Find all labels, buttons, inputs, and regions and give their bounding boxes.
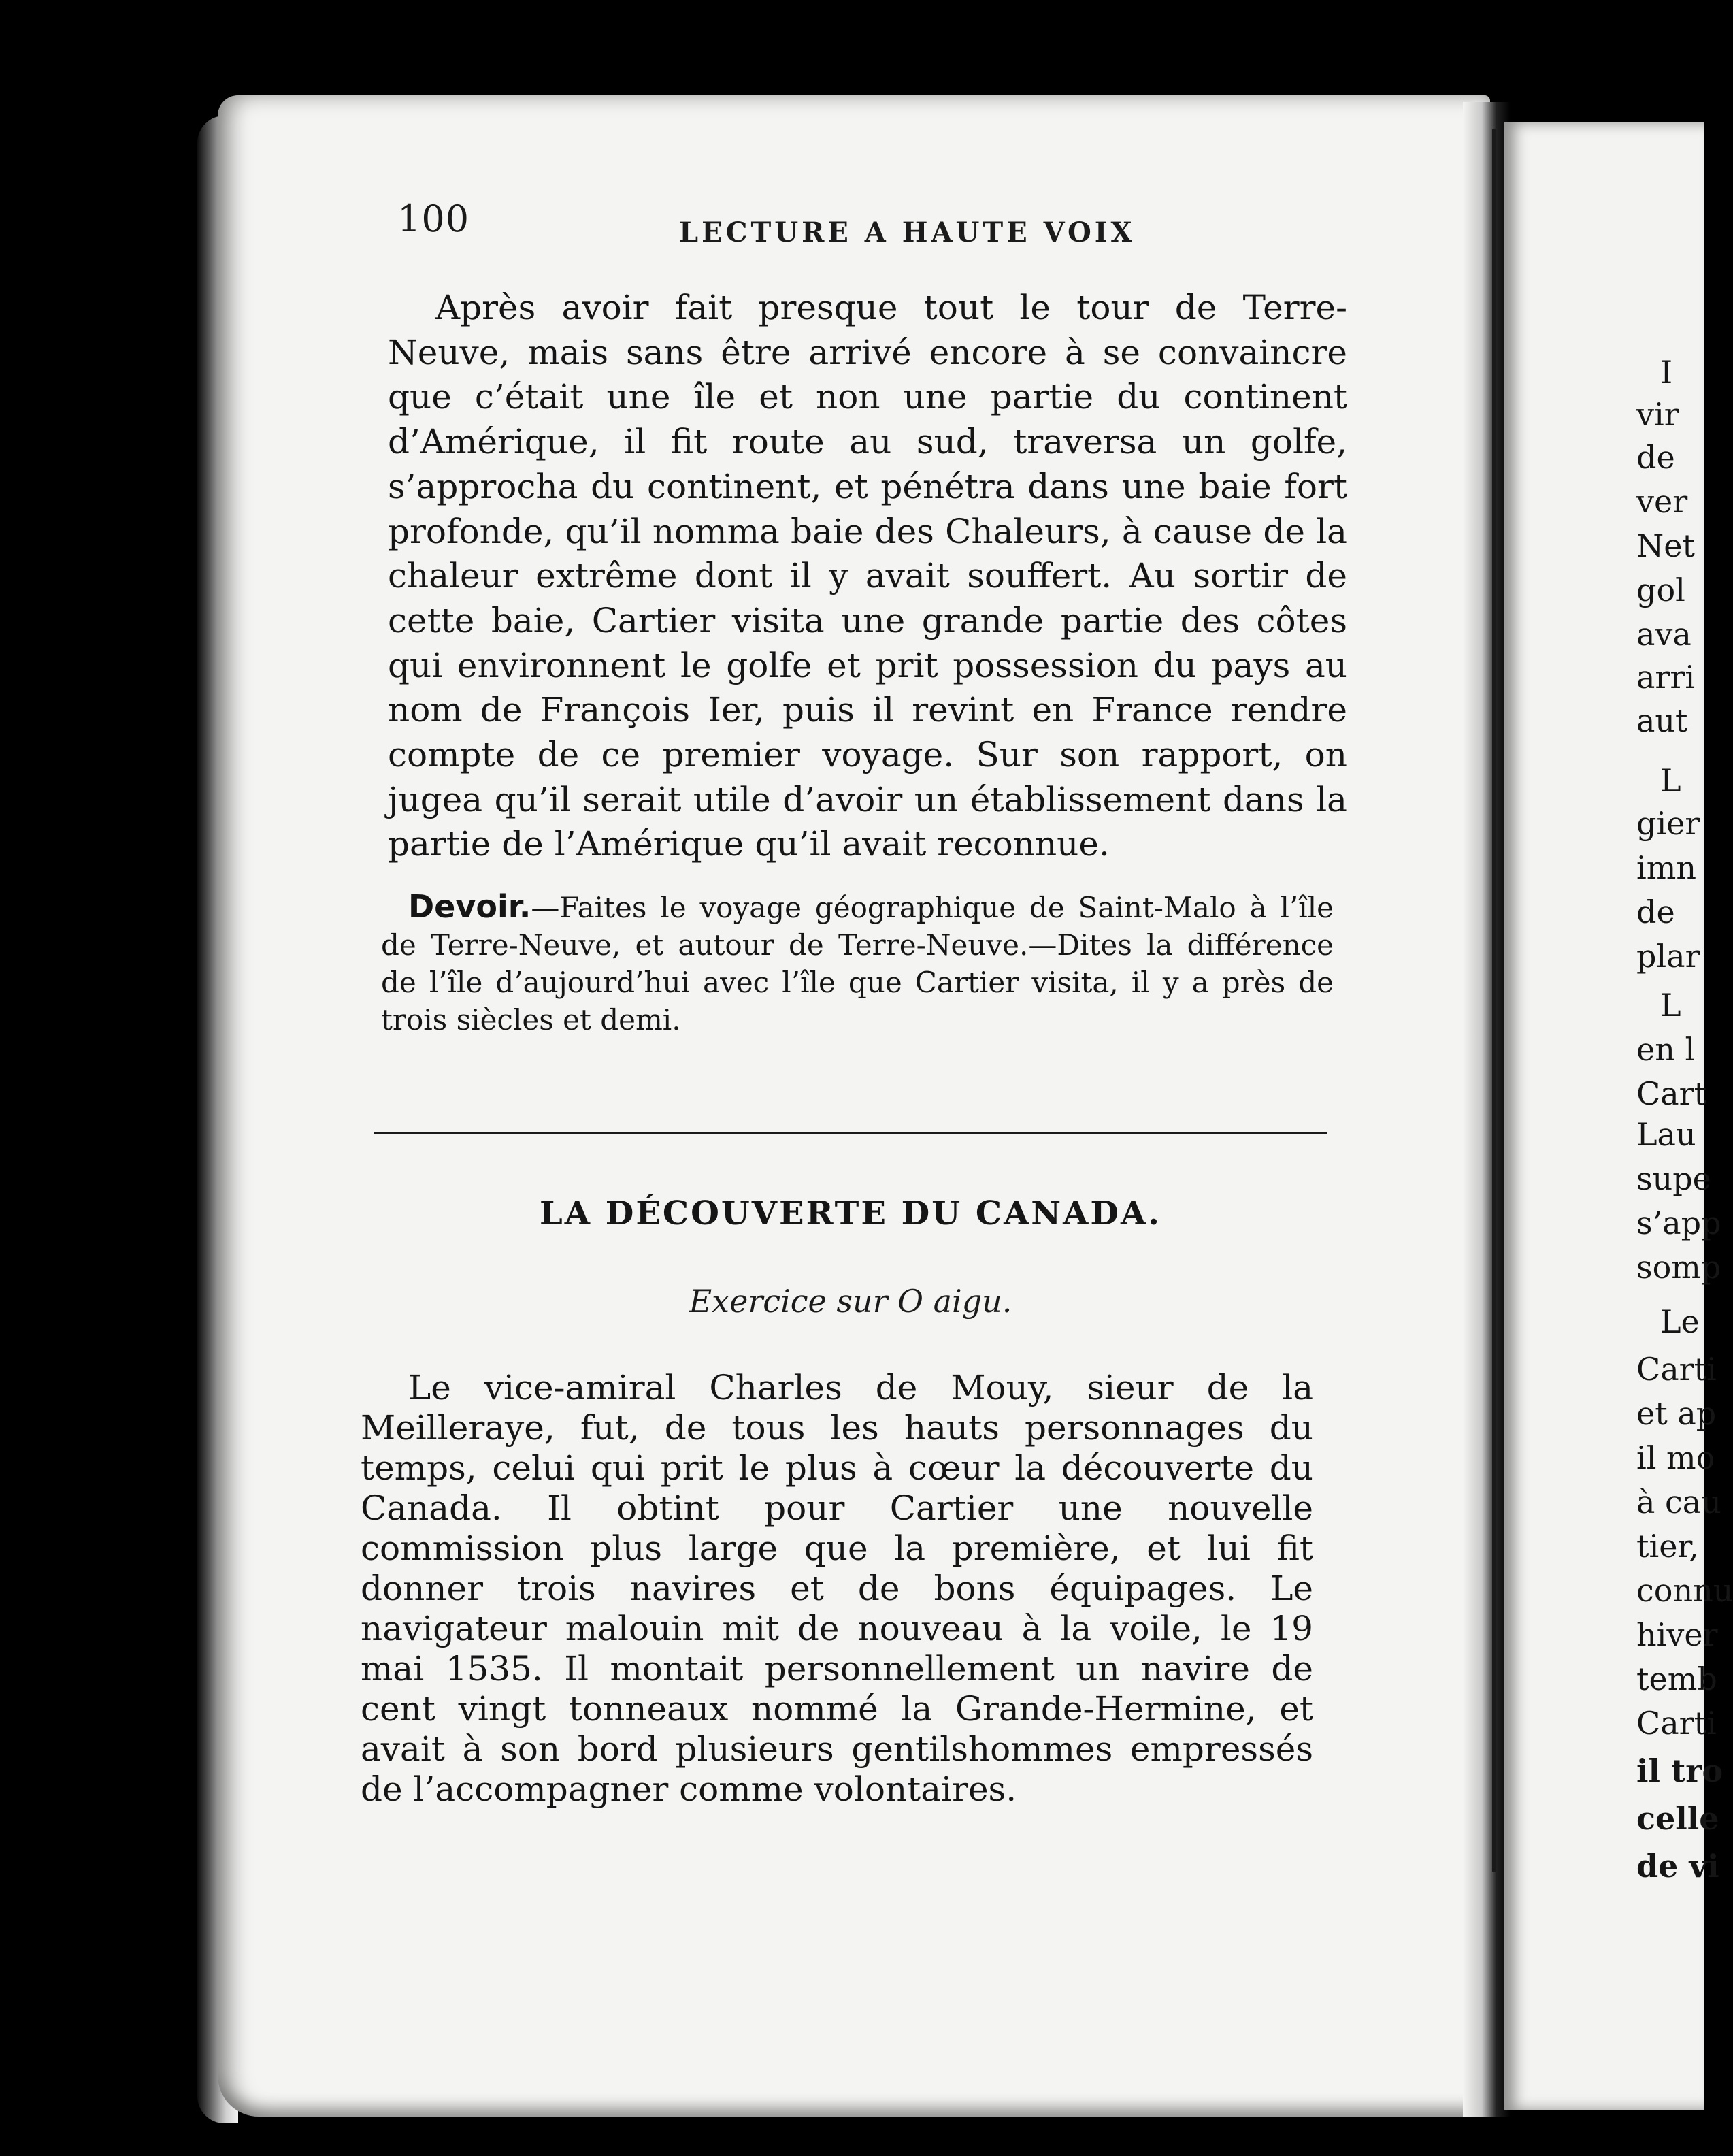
right-page-fragment: tier, bbox=[1636, 1528, 1699, 1565]
right-page-fragment: de bbox=[1636, 894, 1675, 930]
right-page-fragment: hiver bbox=[1636, 1616, 1718, 1653]
right-page-fragment: Cart bbox=[1636, 1075, 1707, 1112]
right-page-fragment: Le bbox=[1660, 1303, 1700, 1340]
right-page-fragment: I bbox=[1660, 354, 1673, 391]
right-page-fragment: Carti bbox=[1636, 1705, 1717, 1742]
right-page-fragment: gier bbox=[1636, 805, 1700, 842]
spine-line bbox=[1492, 129, 1496, 1872]
right-page-fragment: arri bbox=[1636, 659, 1696, 696]
right-page-fragment: s’app bbox=[1636, 1205, 1721, 1241]
page-number: 100 bbox=[397, 197, 470, 240]
running-head: LECTURE A HAUTE VOIX bbox=[679, 216, 1136, 248]
right-page-fragment: de bbox=[1636, 439, 1675, 476]
right-page-fragment: imn bbox=[1636, 849, 1696, 886]
right-page-fragment: gol bbox=[1636, 572, 1685, 608]
right-page-fragment: connu bbox=[1636, 1572, 1733, 1609]
devoir-text: —Faites le voyage géographique de Saint-Malo à l’île de Terre-Neuve, et autour de Terre-Neuve.—Dites la différence de l’île d’aujourd’hui avec l’île que Cartier visita, il y a près de trois siècles et demi. bbox=[381, 891, 1334, 1036]
right-page-fragment: supe bbox=[1636, 1160, 1711, 1197]
right-page-fragment: ver bbox=[1636, 483, 1688, 520]
right-page-fragment: à cau bbox=[1636, 1484, 1721, 1520]
right-page-fragment: Lau bbox=[1636, 1116, 1696, 1153]
devoir-label: Devoir. bbox=[408, 888, 531, 925]
right-page-fragment: il mo bbox=[1636, 1439, 1715, 1476]
page-header bbox=[397, 197, 1350, 252]
right-page-fragment: Carti bbox=[1636, 1351, 1717, 1388]
section-title: LA DÉCOUVERTE DU CANADA. bbox=[539, 1194, 1161, 1232]
right-page-fragment: somp bbox=[1636, 1249, 1721, 1286]
right-page-fragment: en l bbox=[1636, 1031, 1696, 1068]
section-subtitle: Exercice sur O aigu. bbox=[689, 1283, 1012, 1320]
devoir-exercise bbox=[381, 888, 1334, 1039]
right-page-fragment: il tro bbox=[1636, 1752, 1723, 1789]
right-page-fragment: L bbox=[1660, 987, 1681, 1024]
right-page-fragment: de vi bbox=[1636, 1848, 1719, 1884]
section-divider bbox=[374, 1132, 1327, 1134]
right-page-fragment: aut bbox=[1636, 702, 1688, 739]
right-page-fragment: L bbox=[1660, 762, 1681, 799]
right-page-fragment: plar bbox=[1636, 938, 1700, 975]
right-page-fragment: et ap bbox=[1636, 1395, 1717, 1432]
right-page-fragment: vir bbox=[1636, 396, 1679, 433]
right-page-fragment: Net bbox=[1636, 527, 1695, 564]
right-page-fragment: celle bbox=[1636, 1800, 1719, 1837]
right-page-fragment: ava bbox=[1636, 616, 1691, 653]
paragraph-1: Après avoir fait presque tout le tour de Terre-Neuve, mais sans être arrivé encore à se convaincre que c’était une île et non une partie du continent d’Amérique, il fit route au sud, traversa un golfe, s’approcha du continent, et pénétra dans une baie fort profonde, qu’il nomma baie des Chaleurs, à cause de la chaleur extrême dont il y avait souffert. Au sortir de cette baie, Cartier visita une grande partie des côtes qui environnent le golfe et prit possession du pays au nom de François Ier, puis il revint en France rendre compte de ce premier voyage. Sur son rapport, on jugea qu’il serait utile d’avoir un établissement dans la partie de l’Amérique qu’il avait reconnue. bbox=[388, 288, 1347, 864]
right-page-fragment: temb bbox=[1636, 1661, 1717, 1697]
paragraph-2: Le vice-amiral Charles de Mouy, sieur de la Meilleraye, fut, de tous les hauts personnages du temps, celui qui prit le plus à cœur la découverte du Canada. Il obtint pour Cartier une nouvelle commission plus large que la première, et lui fit donner trois navires et de bons équipages. Le navigateur malouin mit de nouveau à la voile, le 19 mai 1535. Il montait personnellement un navire de cent vingt tonneaux nommé la Grande-Hermine, et avait à son bord plusieurs gentilshommes empressés de l’accompagner comme volontaires. bbox=[361, 1368, 1313, 1809]
